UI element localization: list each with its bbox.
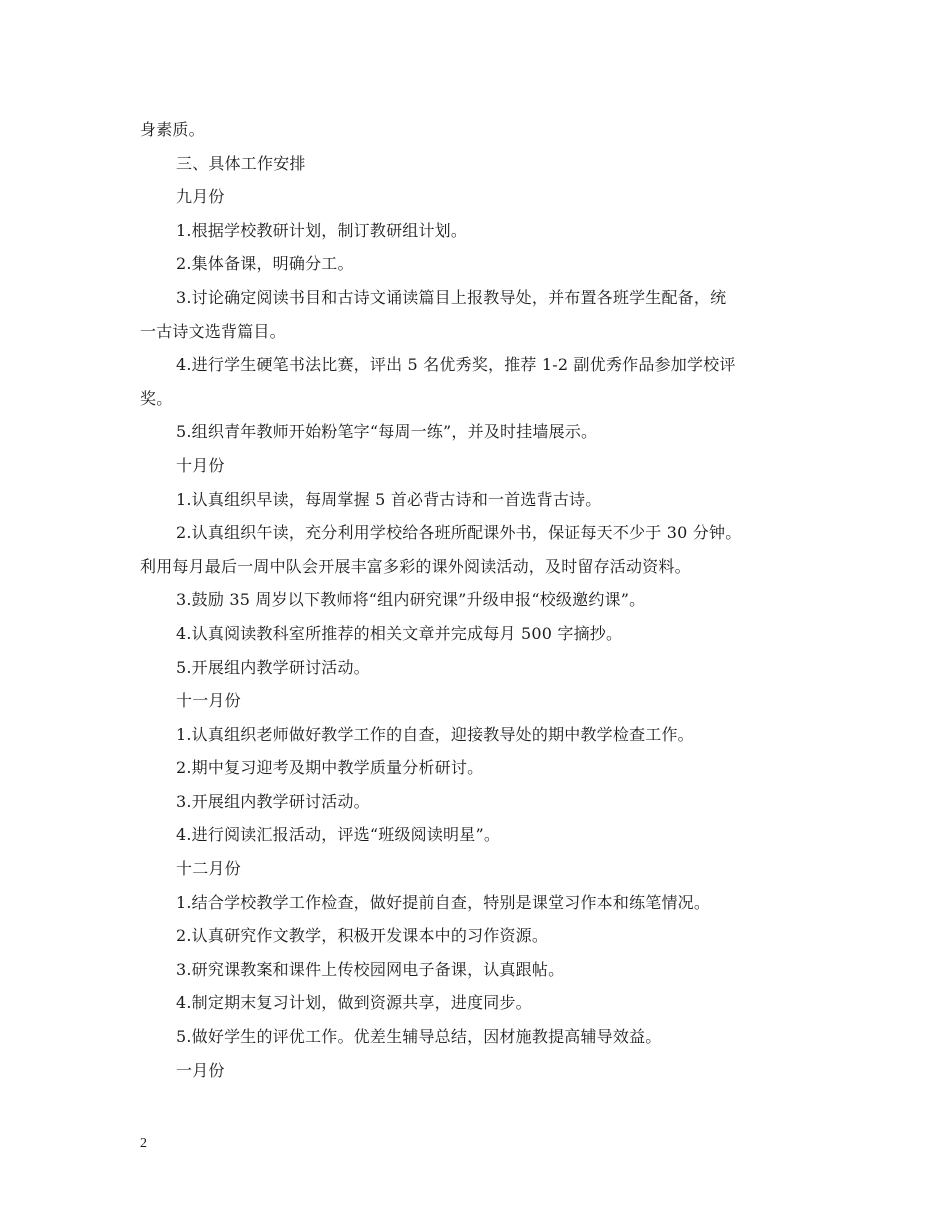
- text-line: 3.开展组内教学研讨活动。: [176, 791, 370, 811]
- text-line: 九月份: [176, 187, 225, 207]
- text-line: 1.认真组织早读，每周掌握 5 首必背古诗和一首选背古诗。: [176, 489, 602, 509]
- text-line: 十月份: [176, 455, 225, 475]
- text-line: 三、具体工作安排: [176, 153, 306, 173]
- text-line: 3.鼓励 35 周岁以下教师将“组内研究课”升级申报“校级邀约课”。: [176, 590, 646, 610]
- text-line: 4.进行学生硬笔书法比赛，评出 5 名优秀奖，推荐 1-2 副优秀作品参加学校评: [176, 355, 736, 375]
- text-line: 1.根据学校教研计划，制订教研组计划。: [176, 220, 468, 240]
- text-line: 5.开展组内教学研讨活动。: [176, 657, 370, 677]
- text-line: 十一月份: [176, 691, 241, 711]
- text-line: 2.认真研究作文教学，积极开发课本中的习作资源。: [176, 926, 549, 946]
- text-line: 2.集体备课，明确分工。: [176, 254, 354, 274]
- text-line: 5.组织青年教师开始粉笔字“每周一练”，并及时挂墙展示。: [176, 422, 598, 442]
- text-line: 利用每月最后一周中队会开展丰富多彩的课外阅读活动，及时留存活动资料。: [140, 556, 691, 576]
- text-line: 2.期中复习迎考及期中教学质量分析研讨。: [176, 758, 484, 778]
- text-line: 身素质。: [140, 120, 205, 139]
- text-line: 3.研究课教案和课件上传校园网电子备课，认真跟帖。: [176, 959, 565, 979]
- text-line: 奖。: [140, 388, 173, 408]
- document-body: [140, 113, 820, 1087]
- text-line: 4.制定期末复习计划，做到资源共享，进度同步。: [176, 993, 532, 1013]
- text-line: 5.做好学生的评优工作。优差生辅导总结，因材施教提高辅导效益。: [176, 1027, 662, 1047]
- text-line: 一月份: [176, 1060, 225, 1080]
- page-number: 2: [140, 1136, 147, 1151]
- text-line: 4.进行阅读汇报活动，评选“班级阅读明星”。: [176, 825, 501, 845]
- text-line: 1.认真组织老师做好教学工作的自查，迎接教导处的期中教学检查工作。: [176, 724, 694, 744]
- text-line: 十二月份: [176, 859, 241, 879]
- text-line: 3.讨论确定阅读书目和古诗文诵读篇目上报教导处，并布置各班学生配备，统: [176, 287, 727, 307]
- text-line: 1.结合学校教学工作检查，做好提前自查，特别是课堂习作本和练笔情况。: [176, 892, 711, 912]
- text-line: 2.认真组织午读，充分利用学校给各班所配课外书，保证每天不少于 30 分钟。: [176, 523, 742, 543]
- text-line: 4.认真阅读教科室所推荐的相关文章并完成每月 500 字摘抄。: [176, 623, 623, 643]
- text-line: 一古诗文选背篇目。: [140, 321, 286, 341]
